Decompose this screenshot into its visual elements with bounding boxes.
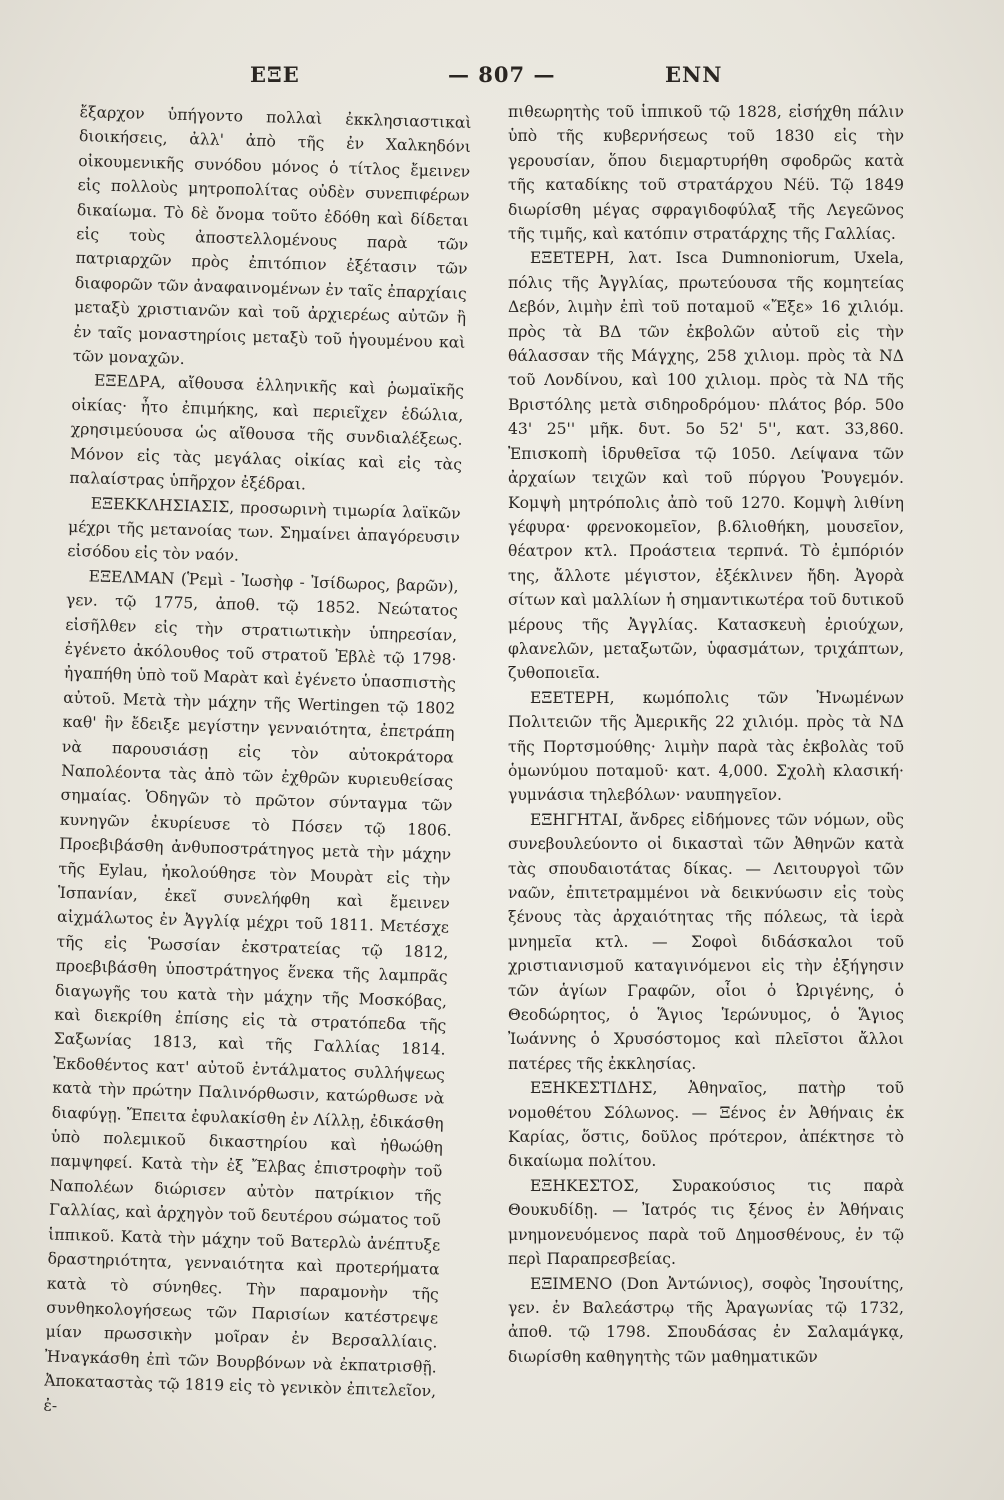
header-left-guide-word: ΕΞΕ xyxy=(250,62,300,87)
entry-eximeno: ΕΞΙΜΕΝΟ (Don Ἀντώνιος), σοφὸς Ἰησουίτης, γεν. ἐν Βαλεάστρῳ τῆς Ἀραγωνίας τῷ 1732, ἀποθ. τῷ 1798. Σπουδάσας ἐν Σαλαμάγκᾳ, διωρίσθη καθηγητὴς τῶν μαθηματικῶν xyxy=(508,1274,904,1366)
entry-exekestos: ΕΞΗΚΕΣΤΟΣ, Συρακούσιος τις παρὰ Θουκυδίδῃ. — Ἰατρός τις ξένος ἐν Ἀθήναις μνημονευόμενος παρὰ τοῦ Δημοσθένους, ἐν τῷ περὶ Παραπρεσβείας. xyxy=(508,1176,904,1269)
entry-exelman: ΕΞΕΛΜΑΝ (Ῥεμὶ - Ἰωσὴφ - Ἰσίδωρος, βαρῶν), γεν. τῷ 1775, ἀποθ. τῷ 1852. Νεώτατος εἰσῆλθεν εἰς τὴν στρατιωτικὴν ὑπηρεσίαν, ἐγένετο ἀκόλουθος τοῦ στρατοῦ Ἐβλὲ τῷ 1798· ἠγαπήθη ὑπὸ τοῦ Μαρὰτ καὶ ἐγένετο ὑπασπιστὴς αὐτοῦ. Μετὰ τὴν μάχην τῆς Wertingen τῷ 1802 καθ' ἣν ἔδειξε μεγίστην γενναιότητα, ἐπετράπη νὰ παρουσιάσῃ εἰς τὸν αὐτοκράτορα Ναπολέοντα τὰς ἀπὸ τῶν ἐχθρῶν κυριευθείσας σημαίας. Ὁδηγῶν τὸ πρῶτον σύνταγμα τῶν κυνηγῶν ἐκυρίευσε τὸ Πόσεν τῷ 1806. Προεβιβάσθη ἀνθυποστράτηγος μετὰ τὴν μάχην τῆς Eylau, ἠκολούθησε τὸν Μουρὰτ εἰς τὴν Ἱσπανίαν, ἐκεῖ συνελήφθη καὶ ἔμεινεν αἰχμάλωτος ἐν Ἀγγλίᾳ μέχρι τοῦ 1811. Μετέσχε τῆς εἰς Ῥωσσίαν ἐκστρατείας τῷ 1812, προεβιβάσθη ὑποστράτηγος ἕνεκα τῆς λαμπρᾶς διαγωγῆς του κατὰ τὴν μάχην τῆς Μοσκόβας, καὶ διεκρίθη ἐπίσης εἰς τὰ στρατόπεδα τῆς Σαξωνίας 1813, καὶ τῆς Γαλλίας 1814. Ἐκδοθέντος κατ' αὐτοῦ ἐντάλματος συλλήψεως κατὰ τὴν πρώτην Παλινόρθωσιν, κατώρθωσε νὰ διαφύγῃ. Ἔπειτα ἐφυλακίσθη ἐν Λίλλῃ, ἐδικάσθη ὑπὸ πολεμικοῦ δικαστηρίου καὶ ἠθωώθη παμψηφεί. Κατὰ τὴν ἐξ Ἔλβας ἐπιστροφὴν τοῦ Ναπολέων διώρισεν αὐτὸν πατρίκιον τῆς Γαλλίας, καὶ ἀρχηγὸν τοῦ δευτέρου σώματος τοῦ ἱππικοῦ. Κατὰ τὴν μάχην τοῦ Βατερλὼ ἀνέπτυξε δραστηριότητα, γενναιότητα καὶ προτερήματα κατὰ τὸ σύνηθες. Τὴν παραμονὴν τῆς συνθηκολογήσεως τῶν Παρισίων κατέστρεψε μίαν πρωσσικὴν μοῖραν ἐν Βερσαλλίαις. Ἠναγκάσθη ἐπὶ τῶν Βουρβόνων νὰ ἐκπατρισθῇ. Ἀποκαταστὰς τῷ 1819 εἰς τὸ γενικὸν ἐπιτελεῖον, ἐ- xyxy=(43,567,459,1415)
entry-exedra: ΕΞΕΔΡΑ, αἴθουσα ἑλληνικῆς καὶ ῥωμαϊκῆς οἰκίας· ἦτο ἐπιμήκης, καὶ περιεῖχεν ἑδώλια, χρησιμεύουσα ὡς αἴθουσα τῆς συνδιαλέξεως. Μόνον εἰς τὰς μεγάλας οἰκίας καὶ εἰς τὰς παλαίστρας ὑπῆρχον ἐξέδραι. xyxy=(69,371,465,494)
entry-exeter-england: ΕΞΕΤΕΡΗ, λατ. Isca Dumnoniorum, Uxela, πόλις τῆς Ἀγγλίας, πρωτεύουσα τῆς κομητείας Δεβόν, λιμὴν ἐπὶ τοῦ ποταμοῦ «Ἔξε» 16 χιλιόμ. πρὸς τὰ ΒΔ τῶν ἐκβολῶν αὐτοῦ εἰς τὴν θάλασσαν τῆς Μάγχης, 258 χιλιομ. πρὸς τὰ ΝΔ τοῦ Λονδίνου, καὶ 100 χιλιομ. πρὸς τὰ ΝΔ τῆς Βριστόλης μετὰ σιδηροδρόμου· πλάτος βόρ. 50ο 43' 25'' μῆκ. δυτ. 5ο 52' 5'', κατ. 33,860. Ἐπισκοπὴ ἱδρυθεῖσα τῷ 1050. Λείψανα τῶν ἀρχαίων τειχῶν καὶ τοῦ πύργου Ῥουγεμόν. Κομψὴ μητρόπολις ἀπὸ τοῦ 1270. Κομψὴ λιθίνη γέφυρα· φρενοκομεῖον, β.6λιοθήκη, μουσεῖον, θέατρον κτλ. Προάστεια τερπνά. Τὸ ἐμπόριόν της, ἄλλοτε μέγιστον, ἐξέκλινεν ἤδη. Ἀγορὰ σίτων καὶ μαλλίων ἡ σημαντικωτέρα τοῦ δυτικοῦ μέρους τῆς Ἀγγλίας. Κατασκευὴ ἐριούχων, φλανελῶν, μεταξωτῶν, ὑφασμάτων, τριχάπτων, ζυθοποιεῖα. xyxy=(508,249,904,683)
header-right-guide-word: ΕΝΝ xyxy=(665,62,723,87)
entry-exekklesiasis: ΕΞΕΚΚΛΗΣΙΑΣΙΣ, προσωρινὴ τιμωρία λαϊκῶν μέχρι τῆς μετανοίας των. Σημαίνει ἀπαγόρευσιν εἰσόδου εἰς τὸν ναόν. xyxy=(67,493,461,565)
entry-exelman-continued: πιθεωρητὴς τοῦ ἱππικοῦ τῷ 1828, εἰσήχθη πάλιν ὑπὸ τῆς κυβερνήσεως τοῦ 1830 εἰς τὴν γερουσίαν, ὅπου διεμαρτυρήθη σφοδρῶς κατὰ τῆς καταδίκης τοῦ στρατάρχου Νέϋ. Τῷ 1849 διωρίσθη μέγας σφραγιδοφύλαξ τῆς Λεγεῶνος τῆς τιμῆς, καὶ κατόπιν στρατάρχης τῆς Γαλλίας. xyxy=(508,103,904,244)
left-column xyxy=(43,100,472,1428)
entry-exegetai: ΕΞΗΓΗΤΑΙ, ἄνδρες εἰδήμονες τῶν νόμων, οὓς συνεβουλεύοντο οἱ δικασταὶ τῶν Ἀθηνῶν κατὰ τὰς σπουδαιοτάτας δίκας. — Λειτουργοὶ τῶν ναῶν, ἐπιτετραμμένοι νὰ δεικνύωσιν εἰς τοὺς ξένους τὰς ἀρχαιότητας τῆς πόλεως, τὰ ἱερὰ μνημεῖα κτλ. — Σοφοὶ διδάσκαλοι τοῦ χριστιανισμοῦ καταγινόμενοι εἰς τὴν ἐξήγησιν τῶν ἁγίων Γραφῶν, οἷοι ὁ Ὠριγένης, ὁ Θεοδώρητος, ὁ Ἅγιος Ἱερώνυμος, ὁ Ἅγιος Ἰωάννης ὁ Χρυσόστομος καὶ πλεῖστοι ἄλλοι πατέρες τῆς ἐκκλησίας. xyxy=(508,810,904,1073)
entry-exeter-usa: ΕΞΕΤΕΡΗ, κωμόπολις τῶν Ἡνωμένων Πολιτειῶν τῆς Ἀμερικῆς 22 χιλιόμ. πρὸς τὰ ΝΔ τῆς Πορτσμούθης· λιμὴν παρὰ τὰς ἐκβολὰς τοῦ ὁμωνύμου ποταμοῦ· κατ. 4,000. Σχολὴ κλασική· γυμνάσια τηλεβόλων· ναυπηγεῖον. xyxy=(508,688,904,805)
entry-exekestides: ΕΞΗΚΕΣΤΙΔΗΣ, Ἀθηναῖος, πατὴρ τοῦ νομοθέτου Σόλωνος. — Ξένος ἐν Ἀθήναις ἐκ Καρίας, ὅστις, δοῦλος πρότερον, ἀπέκτησε τὸ δικαίωμα πολίτου. xyxy=(508,1079,904,1171)
page-number: — 807 — xyxy=(448,62,556,87)
entry-continuation: ἔξαρχον ὑπήγοντο πολλαὶ ἐκκλησιαστικαὶ διοικήσεις, ἀλλ' ἀπὸ τῆς ἐν Χαλκηδόνι οἰκουμενικῆς συνόδου μόνος ὁ τίτλος ἔμεινεν εἰς πολλοὺς μητροπολίτας οὐδὲν συνεπιφέρων δικαίωμα. Τὸ δὲ ὄνομα τοῦτο ἐδόθη καὶ δίδεται εἰς τοὺς ἀποστελλομένους παρὰ τῶν πατριαρχῶν πρὸς ἐπιτόπιον ἐξέτασιν τῶν διαφορῶν τῶν ἀναφαινομένων ἐν ταῖς ἐπαρχίαις μεταξὺ χριστιανῶν καὶ τοῦ ἀρχιερέως αὐτῶν ἢ ἐν ταῖς μοναστηρίοις μεταξὺ τοῦ ἡγουμένου καὶ τῶν μοναχῶν. xyxy=(72,102,472,369)
running-header xyxy=(0,62,1004,92)
right-column xyxy=(508,100,904,1369)
